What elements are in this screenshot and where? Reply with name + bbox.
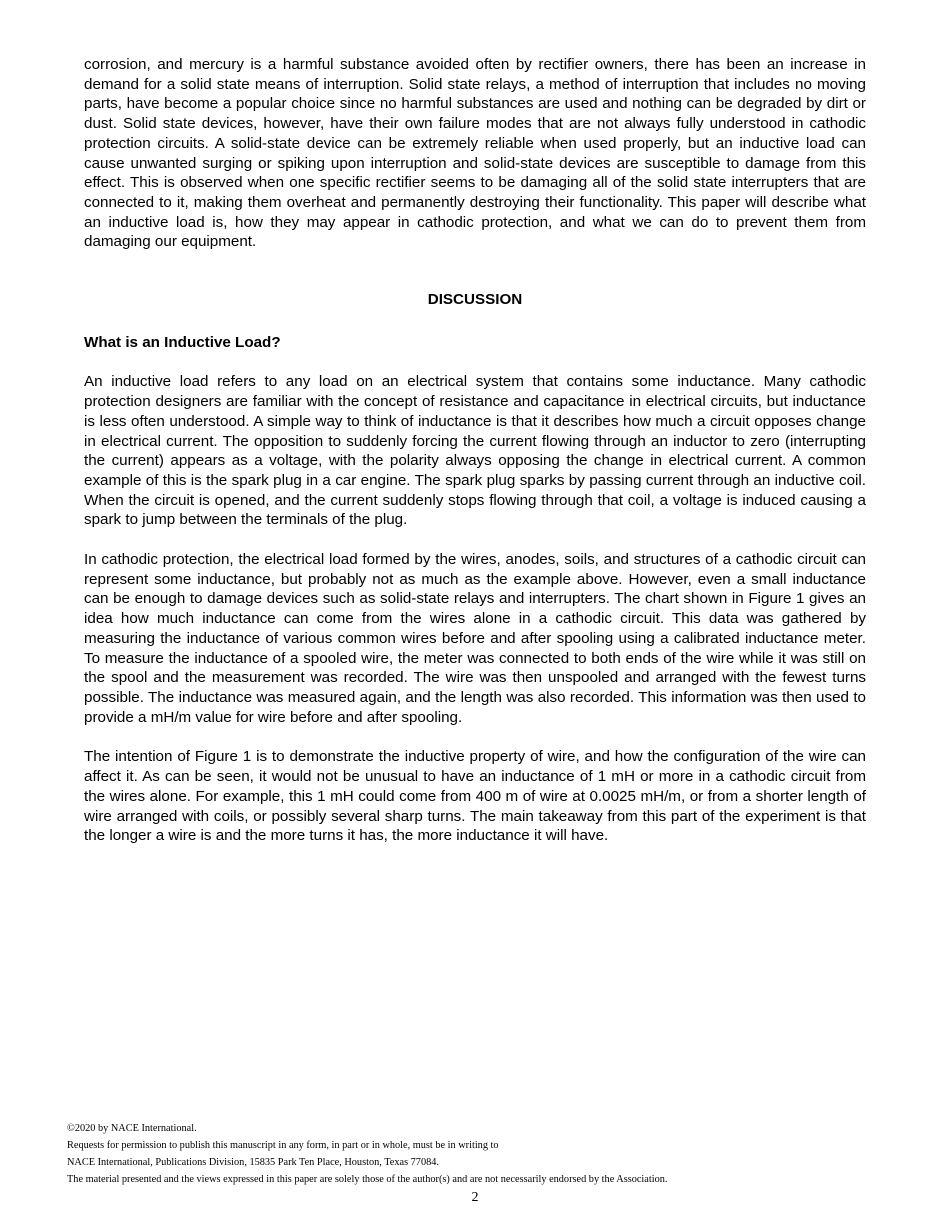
- footer-disclaimer: The material presented and the views expressed in this paper are solely those of the author(s) and are not necessarily endorsed by the Association.: [67, 1174, 668, 1185]
- paragraph-cathodic-protection-inductance: In cathodic protection, the electrical load formed by the wires, anodes, soils, and structures of a cathodic circuit can represent some inductance, but probably not as much as the example above. However, even a small inductance can be enough to damage devices such as solid-state relays and interrupters. The chart shown in Figure 1 gives an idea how much inductance can come from the wires alone in a cathodic circuit. This data was gathered by measuring the inductance of various common wires before and after spooling using a calibrated inductance meter. To measure the inductance of a spooled wire, the meter was connected to both ends of the wire while it was still on the spool and the measurement was recorded. The wire was then unspooled and arranged with the fewest turns possible. The inductance was measured again, and the length was also recorded. This information was then used to provide a mH/m value for wire before and after spooling.: [84, 551, 866, 726]
- subsection-heading-inductive-load: What is an Inductive Load?: [84, 333, 281, 351]
- footer-permission-line: Requests for permission to publish this manuscript in any form, in part or in whole, must be in writing to: [67, 1140, 499, 1151]
- intro-paragraph: corrosion, and mercury is a harmful substance avoided often by rectifier owners, there has been an increase in demand for a solid state means of interruption. Solid state relays, a method of interruption that includes no moving parts, have become a popular choice since no harmful substances are used and nothing can be degraded by dirt or dust. Solid state devices, however, have their own failure modes that are not always fully understood in cathodic protection circuits. A solid-state device can be extremely reliable when used properly, but an inductive load can cause unwanted surging or spiking upon interruption and solid-state devices are susceptible to damage from this effect. This is observed when one specific rectifier seems to be damaging all of the solid state interrupters that are connected to it, making them overheat and permanently destroying their functionality. This paper will describe what an inductive load is, how they may appear in cathodic protection, and what we can do to prevent them from damaging our equipment.: [84, 56, 866, 251]
- paragraph-inductive-load-definition: An inductive load refers to any load on an electrical system that contains some inductance. Many cathodic protection designers are familiar with the concept of resistance and capacitance in electrical circuits, but inductance is less often understood. A simple way to think of inductance is that it describes how much a circuit opposes change in electrical current. The opposition to suddenly forcing the current flowing through an inductor to zero (interrupting the current) appears as a voltage, with the polarity always opposing the change in electrical current. A common example of this is the spark plug in a car engine. The spark plug sparks by passing current through an inductive coil. When the circuit is opened, and the current suddenly stops flowing through that coil, a voltage is induced causing a spark to jump between the terminals of the plug.: [84, 373, 866, 529]
- footer-address-line: NACE International, Publications Division, 15835 Park Ten Place, Houston, Texas 77084.: [67, 1157, 439, 1168]
- footer-copyright: ©2020 by NACE International.: [67, 1123, 197, 1134]
- page-number: 2: [471, 1190, 479, 1205]
- paper-body: [84, 55, 866, 846]
- paragraph-figure-1-intention: The intention of Figure 1 is to demonstrate the inductive property of wire, and how the configuration of the wire can affect it. As can be seen, it would not be unusual to have an inductance of 1 mH or more in a cathodic circuit from the wires alone. For example, this 1 mH could come from 400 m of wire at 0.0025 mH/m, or from a shorter length of wire arranged with coils, or possibly several sharp turns. The main takeaway from this part of the experiment is that the longer a wire is and the more turns it has, the more inductance it will have.: [84, 748, 866, 845]
- footer: [67, 1120, 883, 1188]
- section-heading-discussion: DISCUSSION: [427, 291, 523, 309]
